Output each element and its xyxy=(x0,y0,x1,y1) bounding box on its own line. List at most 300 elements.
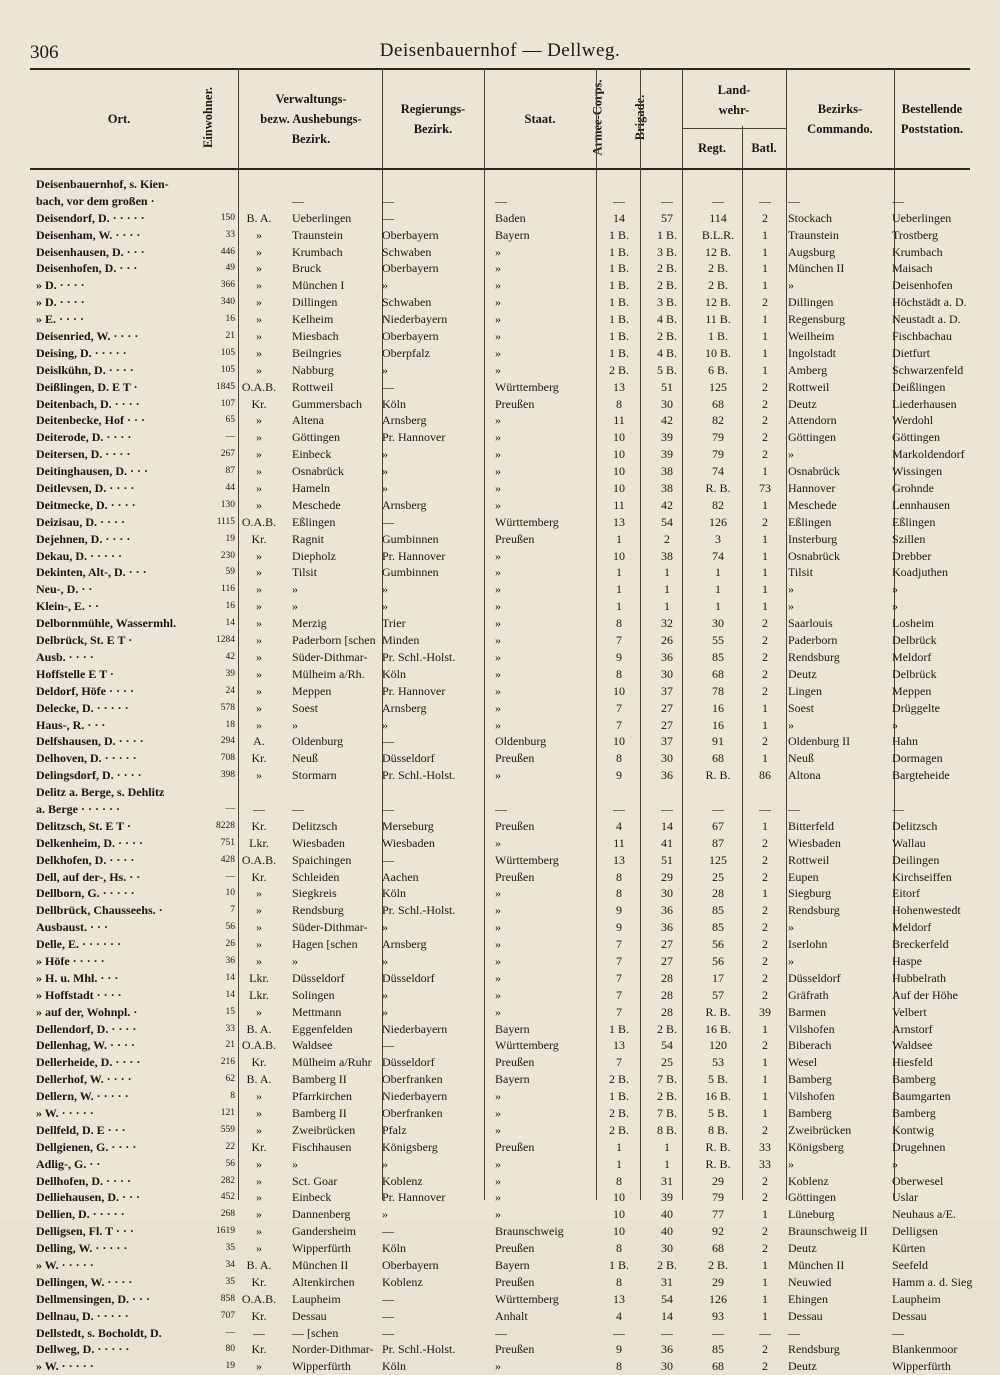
bataillon-cell: 2 xyxy=(762,1122,768,1137)
brigade-cell: 31 xyxy=(661,1274,673,1289)
commando-cell: » xyxy=(788,953,794,968)
bataillon-cell: 2 xyxy=(762,734,768,749)
header-regt: Regt. xyxy=(697,141,727,155)
bataillon-cell: 2 xyxy=(762,616,768,631)
verwaltung-type-cell: B. A. xyxy=(246,1021,272,1036)
commando-cell: Wesel xyxy=(788,1055,818,1070)
table-row xyxy=(30,1257,970,1274)
table-row xyxy=(30,852,970,869)
header-landwehr: Land- wehr- xyxy=(717,83,751,117)
bezirk-cell: » xyxy=(292,599,298,614)
verwaltung-type-cell: Kr. xyxy=(251,751,267,766)
staat-cell: » xyxy=(495,329,501,344)
table-header xyxy=(30,68,970,170)
regiment-cell: 1 xyxy=(715,565,721,580)
ort-cell: » E. · · · · xyxy=(36,312,85,327)
ort-cell: Delliehausen, D. · · · xyxy=(36,1190,141,1205)
table-row xyxy=(30,345,970,362)
regiment-cell: 74 xyxy=(712,548,724,563)
table-row xyxy=(30,480,970,497)
bezirk-cell: Bamberg II xyxy=(292,1072,347,1087)
commando-cell: Bitterfeld xyxy=(788,818,834,833)
table-row xyxy=(30,1274,973,1291)
bataillon-cell: 1 xyxy=(762,1308,768,1323)
poststation-cell: Hamm a. d. Sieg xyxy=(892,1274,973,1289)
bataillon-cell: 1 xyxy=(762,565,768,580)
einwohner-cell: 19 xyxy=(225,533,235,544)
brigade-cell: 40 xyxy=(661,1207,673,1222)
staat-cell: » xyxy=(495,582,501,597)
verwaltung-type-cell: Kr. xyxy=(251,396,267,411)
bataillon-cell: — xyxy=(759,801,771,816)
verwaltung-type-cell: » xyxy=(256,1004,262,1019)
bezirk-cell: Mettmann xyxy=(292,1004,342,1019)
bataillon-cell: 2 xyxy=(762,1190,768,1205)
commando-cell: Oldenburg II xyxy=(788,734,851,749)
armee-corps-cell: 1 B. xyxy=(608,312,629,327)
brigade-cell: 51 xyxy=(661,852,673,867)
armee-corps-cell: 1 xyxy=(616,1139,622,1154)
commando-cell: Bamberg xyxy=(788,1072,832,1087)
bezirk-cell: Eggenfelden xyxy=(292,1021,353,1036)
regiment-cell: 10 B. xyxy=(704,345,731,360)
einwohner-cell: 578 xyxy=(220,702,235,713)
verwaltung-type-cell: Lkr. xyxy=(249,835,269,850)
bezirk-cell: Meppen xyxy=(292,683,332,698)
bataillon-cell: 1 xyxy=(762,886,768,901)
einwohner-cell: 366 xyxy=(220,280,235,291)
poststation-cell: Szillen xyxy=(892,531,926,546)
brigade-cell: 27 xyxy=(661,700,673,715)
page-number: 306 xyxy=(30,42,59,63)
ort-cell: Dekinten, Alt-, D. · · · xyxy=(36,565,147,580)
ort-cell: Dellbrück, Chausseehs. · xyxy=(36,903,163,918)
ort-cell: Delbrück, St. E T · xyxy=(36,633,133,648)
brigade-cell: 27 xyxy=(661,953,673,968)
table-row xyxy=(30,244,970,261)
ort-cell: Deitersen, D. · · · · xyxy=(36,447,131,462)
brigade-cell: 3 B. xyxy=(656,295,677,310)
regierung-cell: » xyxy=(382,1156,388,1171)
poststation-cell: Delligsen xyxy=(892,1224,938,1239)
staat-cell: Bayern xyxy=(495,1258,530,1272)
staat-cell: » xyxy=(495,700,501,715)
bezirk-cell: Oldenburg xyxy=(292,734,344,749)
regierung-cell: » xyxy=(382,1207,388,1222)
verwaltung-type-cell: Kr. xyxy=(251,818,267,833)
bezirk-cell: München II xyxy=(292,1258,349,1272)
regiment-cell: 29 xyxy=(712,1173,724,1188)
regiment-cell: B.L.R. xyxy=(701,227,735,242)
table-row xyxy=(30,1308,970,1325)
regierung-cell: Düsseldorf xyxy=(382,970,435,985)
bezirk-cell: Norder-Dithmar- xyxy=(292,1342,374,1357)
table-row xyxy=(30,919,970,936)
regiment-cell: 55 xyxy=(712,633,724,648)
armee-corps-cell: 10 xyxy=(613,1207,625,1222)
commando-cell: München II xyxy=(788,261,845,276)
verwaltung-type-cell: » xyxy=(256,649,262,664)
poststation-cell: Bamberg xyxy=(892,1072,936,1087)
regierung-cell: Koblenz xyxy=(382,1274,423,1289)
regiment-cell: 79 xyxy=(712,447,724,462)
table-row xyxy=(30,1004,970,1021)
regierung-cell: — xyxy=(382,1038,394,1053)
bezirk-cell: Ragnit xyxy=(292,531,324,546)
verwaltung-type-cell: » xyxy=(256,312,262,327)
table-row xyxy=(30,953,970,970)
regiment-cell: 120 xyxy=(709,1038,727,1053)
table-row xyxy=(30,733,970,750)
bezirk-cell: Gummersbach xyxy=(292,396,362,411)
regierung-cell: Koblenz xyxy=(382,1173,423,1188)
staat-cell: » xyxy=(495,717,501,732)
regierung-cell: Pr. Schl.-Holst. xyxy=(382,649,456,664)
brigade-cell: 1 B. xyxy=(656,227,677,242)
regierung-cell: — xyxy=(382,514,394,529)
table-row xyxy=(30,446,970,463)
bezirk-cell: Wipperfürth xyxy=(292,1241,351,1256)
bezirk-cell: Düsseldorf xyxy=(292,970,345,985)
einwohner-cell: 268 xyxy=(220,1209,235,1220)
armee-corps-cell: 1 B. xyxy=(608,295,629,310)
armee-corps-cell: 8 xyxy=(616,666,622,681)
regiment-cell: R. B. xyxy=(705,768,731,783)
armee-corps-cell: 8 xyxy=(616,1241,622,1256)
bezirk-cell: Eßlingen xyxy=(292,514,336,529)
brigade-cell: 36 xyxy=(661,903,673,918)
staat-cell: » xyxy=(495,937,501,952)
brigade-cell: 41 xyxy=(661,835,673,850)
brigade-cell: 25 xyxy=(661,1055,673,1070)
bataillon-cell: 33 xyxy=(759,1139,771,1154)
einwohner-cell: 56 xyxy=(225,1158,235,1169)
commando-cell: Osnabrück xyxy=(788,464,840,479)
verwaltung-type-cell: » xyxy=(256,565,262,580)
ort-cell: Dellendorf, D. · · · · xyxy=(36,1021,137,1036)
table-row xyxy=(30,531,970,548)
commando-cell: Vilshofen xyxy=(788,1089,835,1104)
einwohner-cell: 24 xyxy=(225,685,235,696)
commando-cell: » xyxy=(788,278,794,293)
regiment-cell: 1 xyxy=(715,582,721,597)
ort-cell: Delitzsch, St. E T · xyxy=(36,818,131,833)
commando-cell: Biberach xyxy=(788,1038,832,1053)
staat-cell: Preußen xyxy=(495,1241,535,1256)
ort-cell: Dellgienen, G. · · · · xyxy=(36,1139,137,1154)
regierung-cell: Köln xyxy=(382,886,406,901)
table-row xyxy=(30,514,970,531)
regiment-cell: 29 xyxy=(712,1274,724,1289)
ort-cell: Delling, W. · · · · · xyxy=(36,1241,128,1256)
einwohner-cell: — xyxy=(225,432,235,443)
bezirk-cell: Krumbach xyxy=(292,244,343,259)
einwohner-cell: 267 xyxy=(220,449,235,460)
bataillon-cell: 2 xyxy=(762,447,768,462)
regierung-cell: » xyxy=(382,717,388,732)
armee-corps-cell: 13 xyxy=(613,852,625,867)
staat-cell: » xyxy=(495,953,501,968)
table-row xyxy=(30,1358,970,1375)
bataillon-cell: 1 xyxy=(762,261,768,276)
table-row xyxy=(30,649,970,666)
bezirk-cell: Hameln xyxy=(292,481,330,496)
verwaltung-type-cell: » xyxy=(256,227,262,242)
staat-cell: » xyxy=(495,295,501,310)
brigade-cell: 27 xyxy=(661,717,673,732)
brigade-cell: — xyxy=(661,1325,673,1340)
regiment-cell: 17 xyxy=(712,970,724,985)
regierung-cell: Schwaben xyxy=(382,295,432,310)
table-row xyxy=(30,1122,970,1139)
regiment-cell: R. B. xyxy=(705,1139,731,1154)
brigade-cell: 39 xyxy=(661,447,673,462)
verwaltung-type-cell: O.A.B. xyxy=(241,379,277,394)
einwohner-cell: — xyxy=(225,1327,235,1338)
commando-cell: Deutz xyxy=(788,1241,817,1256)
bezirk-cell: Diepholz xyxy=(292,548,336,563)
verwaltung-type-cell: » xyxy=(256,683,262,698)
commando-cell: Amberg xyxy=(788,362,828,377)
regiment-cell: 85 xyxy=(712,649,724,664)
table-row xyxy=(30,328,970,345)
bezirk-cell: — [schen xyxy=(292,1325,339,1340)
armee-corps-cell: 1 xyxy=(616,599,622,614)
einwohner-cell: 105 xyxy=(220,364,235,375)
staat-cell: » xyxy=(495,903,501,918)
regiment-cell: 1 B. xyxy=(707,329,728,344)
bezirk-cell: Spaichingen xyxy=(292,852,352,867)
einwohner-cell: 107 xyxy=(220,398,235,409)
staat-cell: » xyxy=(495,616,501,631)
regierung-cell: Gumbinnen xyxy=(382,531,439,546)
ort-cell: Dejehnen, D. · · · · xyxy=(36,531,131,546)
commando-cell: München II xyxy=(788,1258,845,1272)
ort-cell: Deitmecke, D. · · · · xyxy=(36,497,136,512)
bataillon-cell: 86 xyxy=(759,768,771,783)
bataillon-cell: 1 xyxy=(762,1089,768,1104)
brigade-cell: 36 xyxy=(661,649,673,664)
commando-cell: Augsburg xyxy=(788,244,836,259)
regiment-cell: 78 xyxy=(712,683,724,698)
bataillon-cell: 1 xyxy=(762,599,768,614)
bataillon-cell: 1 xyxy=(762,1105,768,1120)
bataillon-cell: 1 xyxy=(762,1072,768,1087)
brigade-cell: 38 xyxy=(661,548,673,563)
einwohner-cell: 14 xyxy=(225,618,235,629)
brigade-cell: 30 xyxy=(661,886,673,901)
poststation-cell: Hahn xyxy=(892,734,918,749)
einwohner-cell: 282 xyxy=(220,1175,235,1186)
commando-cell: Meschede xyxy=(788,497,837,512)
regierung-cell: — xyxy=(382,1291,394,1306)
table-row xyxy=(30,801,970,818)
brigade-cell: 14 xyxy=(661,818,673,833)
table-row xyxy=(30,227,970,244)
header-brigade: Brigade. xyxy=(633,94,648,141)
bezirk-cell: Wiesbaden xyxy=(292,835,345,850)
commando-cell: » xyxy=(788,920,794,935)
armee-corps-cell: 10 xyxy=(613,734,625,749)
regierung-cell: » xyxy=(382,920,388,935)
verwaltung-type-cell: Kr. xyxy=(251,1055,267,1070)
bataillon-cell: — xyxy=(759,1325,771,1340)
bezirk-cell: Hagen [schen xyxy=(292,937,358,952)
einwohner-cell: — xyxy=(225,803,235,814)
commando-cell: Lüneburg xyxy=(788,1207,835,1222)
brigade-cell: — xyxy=(661,801,673,816)
verwaltung-type-cell: Kr. xyxy=(251,1274,267,1289)
bezirk-cell: München I xyxy=(292,278,345,293)
ort-cell: Deiterode, D. · · · · xyxy=(36,430,132,445)
table-row xyxy=(30,666,970,683)
bezirk-cell: Rottweil xyxy=(292,379,334,394)
bataillon-cell: 2 xyxy=(762,413,768,428)
brigade-cell: 38 xyxy=(661,464,673,479)
verwaltung-type-cell: » xyxy=(256,666,262,681)
bezirk-cell: Mülheim a/Rh. xyxy=(292,666,365,681)
commando-cell: — xyxy=(788,1325,800,1340)
poststation-cell: Meldorf xyxy=(892,649,932,664)
ort-cell: Ausb. · · · · xyxy=(36,649,94,664)
brigade-cell: 31 xyxy=(661,1173,673,1188)
brigade-cell: 2 B. xyxy=(656,278,677,293)
regierung-cell: Wiesbaden xyxy=(382,835,435,850)
poststation-cell: Delitzsch xyxy=(892,818,938,833)
bataillon-cell: 2 xyxy=(762,835,768,850)
regierung-cell: Düsseldorf xyxy=(382,751,435,766)
verwaltung-type-cell: » xyxy=(256,953,262,968)
commando-cell: Göttingen xyxy=(788,1190,836,1205)
regierung-cell: Oberpfalz xyxy=(382,345,430,360)
poststation-cell: Bargteheide xyxy=(892,768,950,783)
header-staat: Staat. xyxy=(524,112,556,126)
ort-cell: » H. u. Mhl. · · · xyxy=(36,970,119,985)
regiment-cell: 16 B. xyxy=(704,1089,731,1104)
bezirk-cell: Bruck xyxy=(292,261,322,276)
table-row xyxy=(30,1341,970,1358)
einwohner-cell: 35 xyxy=(225,1243,235,1254)
commando-cell: Attendorn xyxy=(788,413,837,428)
armee-corps-cell: 4 xyxy=(616,1308,622,1323)
brigade-cell: 42 xyxy=(661,497,673,512)
verwaltung-type-cell: B. A. xyxy=(246,1072,272,1087)
poststation-cell: Waldsee xyxy=(892,1038,933,1053)
bezirk-cell: Dillingen xyxy=(292,295,338,310)
commando-cell: » xyxy=(788,599,794,614)
regiment-cell: 77 xyxy=(712,1207,724,1222)
verwaltung-type-cell: » xyxy=(256,633,262,648)
table-row xyxy=(30,1325,970,1342)
poststation-cell: Blankenmoor xyxy=(892,1342,958,1357)
regierung-cell: Pr. Hannover xyxy=(382,1190,446,1205)
regiment-cell: — xyxy=(712,193,724,208)
staat-cell: » xyxy=(495,1359,501,1374)
header-bezirks-commando: Bezirks- Commando. xyxy=(807,102,873,136)
ort-cell: » Höfe · · · · · xyxy=(36,953,105,968)
bezirk-cell: Stormarn xyxy=(292,768,337,783)
regiment-cell: 87 xyxy=(712,835,724,850)
bataillon-cell: 2 xyxy=(762,1241,768,1256)
regierung-cell: Pfalz xyxy=(382,1122,407,1137)
ort-cell: Neu-, D. · · xyxy=(36,582,93,597)
ort-cell: » D. · · · · xyxy=(36,295,85,310)
einwohner-cell: 44 xyxy=(225,483,235,494)
regiment-cell: 74 xyxy=(712,464,724,479)
poststation-cell: Kirchseiffen xyxy=(892,869,952,884)
einwohner-cell: 8228 xyxy=(216,820,235,831)
armee-corps-cell: 14 xyxy=(613,210,625,225)
ort-cell: Deitenbecke, Hof · · · xyxy=(36,413,145,428)
table-row xyxy=(30,260,970,277)
table-row xyxy=(30,598,970,615)
staat-cell: Preußen xyxy=(495,1055,535,1070)
commando-cell: Lingen xyxy=(788,683,822,698)
staat-cell: » xyxy=(495,987,501,1002)
poststation-cell: — xyxy=(892,801,904,816)
commando-cell: Dessau xyxy=(788,1308,823,1323)
bezirk-cell: Merzig xyxy=(292,616,327,631)
einwohner-cell: 15 xyxy=(225,1006,235,1017)
verwaltung-type-cell: » xyxy=(256,616,262,631)
regierung-cell: Oberbayern xyxy=(382,261,439,276)
bezirk-cell: Siegkreis xyxy=(292,886,337,901)
staat-cell: » xyxy=(495,835,501,850)
commando-cell: Soest xyxy=(788,700,815,715)
poststation-cell: Drüggelte xyxy=(892,700,940,715)
regierung-cell: Köln xyxy=(382,666,406,681)
regierung-cell: » xyxy=(382,987,388,1002)
poststation-cell: Eßlingen xyxy=(892,514,936,529)
regierung-cell: Pr. Schl.-Holst. xyxy=(382,768,456,783)
ort-cell: Dellnau, D. · · · · · xyxy=(36,1308,129,1323)
bezirk-cell: Rendsburg xyxy=(292,903,344,918)
einwohner-cell: 121 xyxy=(220,1107,235,1118)
verwaltung-type-cell: » xyxy=(256,903,262,918)
bataillon-cell: 2 xyxy=(762,869,768,884)
staat-cell: » xyxy=(495,666,501,681)
staat-cell: Oldenburg xyxy=(495,734,547,749)
poststation-cell: Fischbachau xyxy=(892,329,952,344)
einwohner-cell: 34 xyxy=(225,1260,235,1270)
regiment-cell: 5 B. xyxy=(707,1072,728,1087)
bezirk-cell: » xyxy=(292,1156,298,1171)
armee-corps-cell: 7 xyxy=(616,987,622,1002)
bataillon-cell: 2 xyxy=(762,430,768,445)
armee-corps-cell: 1 B. xyxy=(608,244,629,259)
armee-corps-cell: 11 xyxy=(613,497,625,512)
staat-cell: — xyxy=(495,1325,507,1340)
bezirk-cell: Laupheim xyxy=(292,1291,341,1306)
poststation-cell: Eitorf xyxy=(892,886,920,901)
bataillon-cell: 2 xyxy=(762,1342,768,1357)
brigade-cell: 2 B. xyxy=(656,261,677,276)
bataillon-cell: 2 xyxy=(762,903,768,918)
poststation-cell: Wissingen xyxy=(892,464,943,479)
armee-corps-cell: 1 B. xyxy=(608,278,629,293)
armee-corps-cell: 2 B. xyxy=(608,1072,629,1087)
poststation-cell: Deißlingen xyxy=(892,379,946,394)
regiment-cell: 68 xyxy=(712,1359,724,1374)
commando-cell: Neuß xyxy=(788,751,814,766)
regiment-cell: R. B. xyxy=(705,1004,731,1019)
ort-cell: Deisenbauernhof, s. Kien- xyxy=(36,177,169,191)
bezirk-cell: Gandersheim xyxy=(292,1224,356,1239)
commando-cell: Dillingen xyxy=(788,295,834,310)
brigade-cell: 14 xyxy=(661,1308,673,1323)
regiment-cell: 12 B. xyxy=(704,295,731,310)
table-row xyxy=(30,835,970,852)
